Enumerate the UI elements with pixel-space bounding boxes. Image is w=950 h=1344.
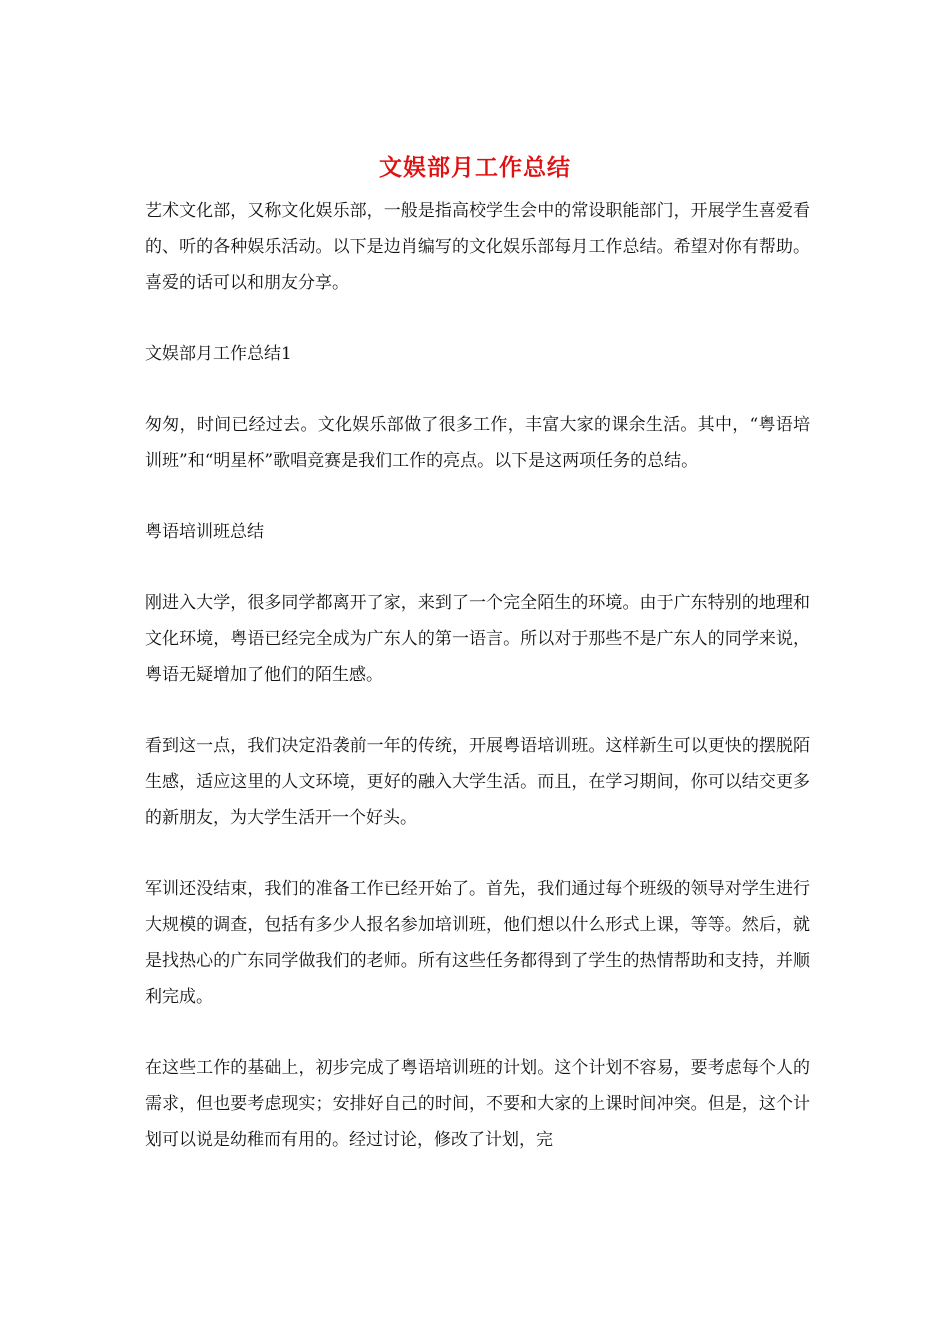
section-heading: 文娱部月工作总结1	[145, 344, 292, 364]
body-paragraph: 军训还没结束，我们的准备工作已经开始了。首先，我们通过每个班级的领导对学生进行大规模的调查，包括有多少人报名参加培训班，他们想以什么形式上课，等等。然后，就是找热心的广东同学做我们的老师。所有这些任务都得到了学生的热情帮助和支持，并顺利完成。	[145, 879, 810, 1007]
body-paragraph: 刚进入大学，很多同学都离开了家，来到了一个完全陌生的环境。由于广东特别的地理和文化环境，粤语已经完全成为广东人的第一语言。所以对于那些不是广东人的同学来说，粤语无疑增加了他们的陌生感。	[145, 593, 810, 685]
document-body	[145, 193, 810, 1193]
body-paragraph: 匆匆，时间已经过去。文化娱乐部做了很多工作，丰富大家的课余生活。其中，“粤语培训班”和“明星杯”歌唱竞赛是我们工作的亮点。以下是这两项任务的总结。	[145, 415, 810, 471]
document-title: 文娱部月工作总结	[379, 154, 571, 181]
body-paragraph: 在这些工作的基础上，初步完成了粤语培训班的计划。这个计划不容易，要考虑每个人的需求，但也要考虑现实；安排好自己的时间，不要和大家的上课时间冲突。但是，这个计划可以说是幼稚而有用的。经过讨论，修改了计划，完	[145, 1058, 810, 1150]
subsection-heading: 粤语培训班总结	[145, 522, 264, 542]
body-paragraph: 看到这一点，我们决定沿袭前一年的传统，开展粤语培训班。这样新生可以更快的摆脱陌生感，适应这里的人文环境，更好的融入大学生活。而且，在学习期间，你可以结交更多的新朋友，为大学生活开一个好头。	[145, 736, 810, 828]
intro-paragraph: 艺术文化部，又称文化娱乐部，一般是指高校学生会中的常设职能部门，开展学生喜爱看的、听的各种娱乐活动。以下是边肖编写的文化娱乐部每月工作总结。希望对你有帮助。喜爱的话可以和朋友分享。	[145, 201, 810, 293]
